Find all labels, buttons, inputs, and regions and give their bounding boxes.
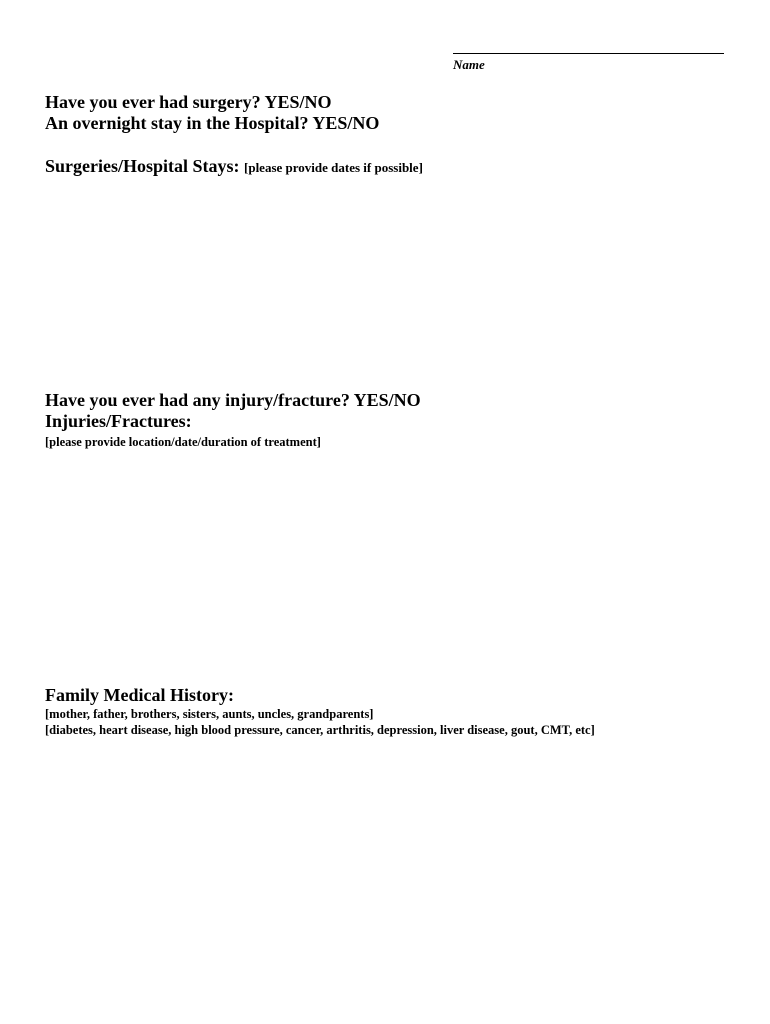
- family-history-answer-area[interactable]: [45, 745, 725, 1005]
- name-signature-line[interactable]: [453, 53, 724, 54]
- surgeries-section-heading: [45, 156, 423, 178]
- surgery-question: Have you ever had surgery? YES/NO: [45, 92, 332, 112]
- hospital-stay-question: An overnight stay in the Hospital? YES/NO: [45, 113, 380, 133]
- injuries-section-title: Injuries/Fractures:: [45, 411, 192, 431]
- family-history-title: Family Medical History:: [45, 685, 234, 705]
- family-history-relatives-note: [mother, father, brothers, sisters, aunts, uncles, grandparents]: [45, 707, 374, 721]
- surgeries-section-note: [please provide dates if possible]: [244, 160, 423, 175]
- surgeries-section-title: Surgeries/Hospital Stays:: [45, 156, 245, 176]
- family-history-conditions-note: [diabetes, heart disease, high blood pressure, cancer, arthritis, depression, liver disease, gout, CMT, etc]: [45, 723, 595, 737]
- injuries-section-note: [please provide location/date/duration of treatment]: [45, 435, 321, 449]
- injury-question: Have you ever had any injury/fracture? YES/NO: [45, 390, 421, 410]
- name-label: Name: [453, 57, 485, 72]
- injuries-answer-area[interactable]: [45, 455, 725, 680]
- surgeries-answer-area[interactable]: [45, 185, 725, 385]
